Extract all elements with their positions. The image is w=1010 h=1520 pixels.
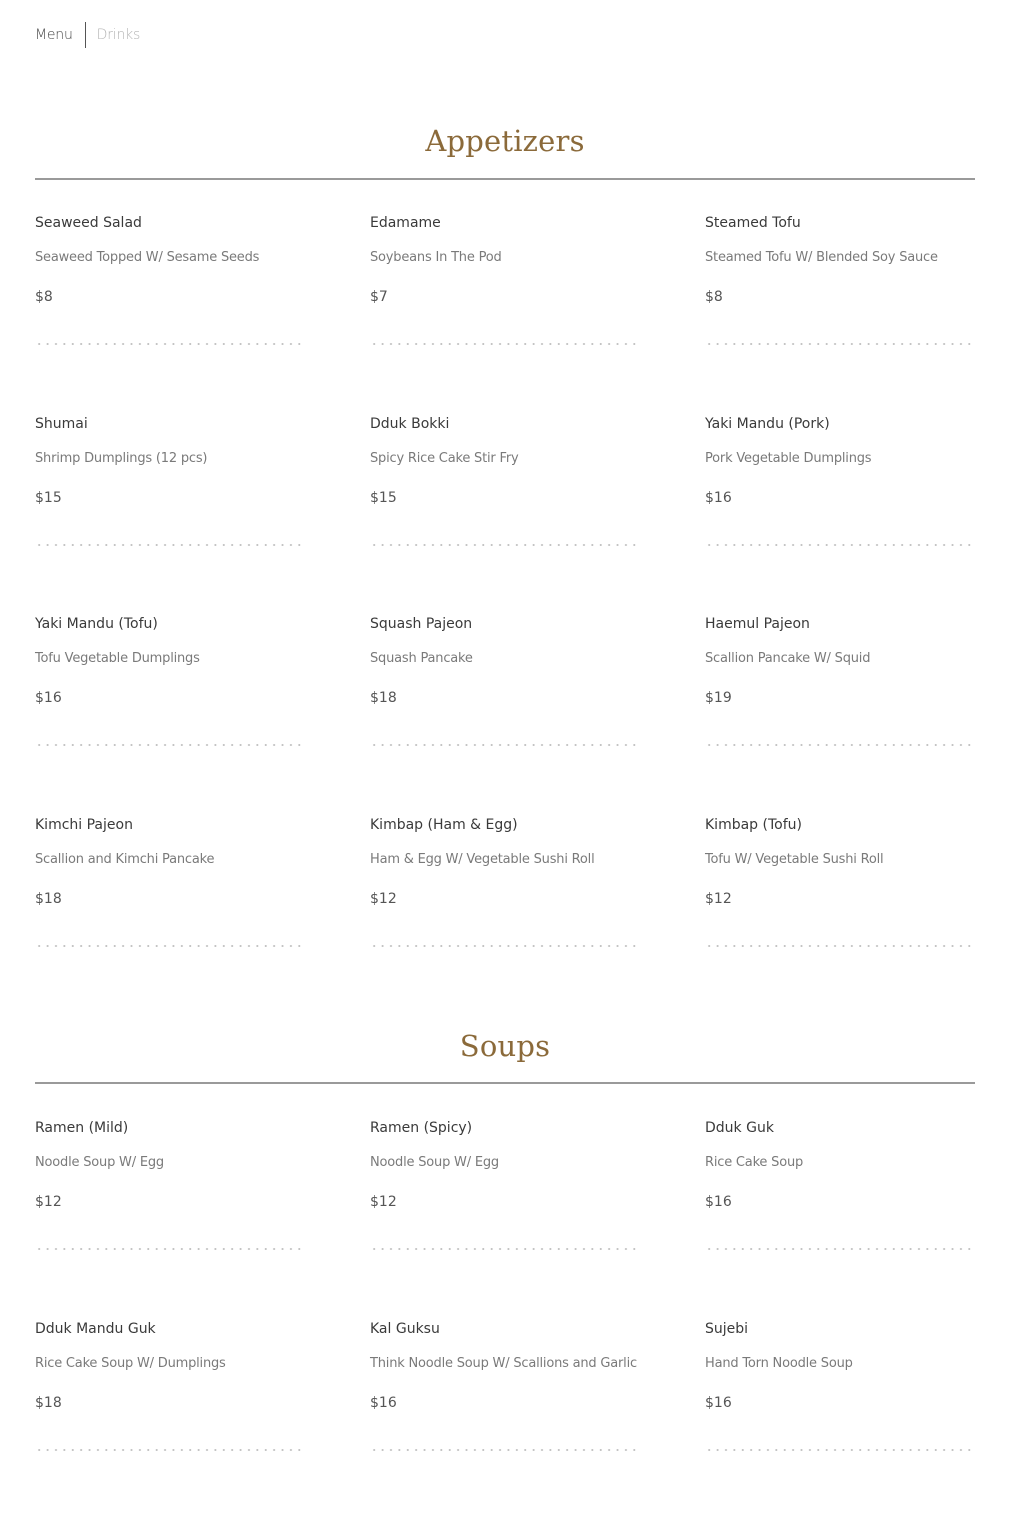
menu-item-price: $8 [705,288,975,306]
dotted-divider [705,343,973,345]
menu-item-price: $16 [705,489,975,507]
menu-item-name: Yaki Mandu (Tofu) [35,615,305,633]
menu-row [35,816,975,1017]
menu-item-name: Kimbap (Tofu) [705,816,975,834]
menu-item-name: Dduk Mandu Guk [35,1320,305,1338]
menu-item-price: $12 [705,890,975,908]
menu-item-price: $15 [370,489,640,507]
menu-item [370,1320,640,1451]
menu-item-price: $18 [370,689,640,707]
dotted-divider [705,1248,973,1250]
dotted-divider [35,1248,303,1250]
menu-item [705,1320,975,1451]
menu-item-price: $8 [35,288,305,306]
menu-item-description: Pork Vegetable Dumplings [705,450,975,468]
menu-item-description: Tofu Vegetable Dumplings [35,650,305,668]
menu-item-description: Ham & Egg W/ Vegetable Sushi Roll [370,851,640,869]
tab-menu[interactable]: Menu [35,27,73,43]
menu-item-name: Sujebi [705,1320,975,1338]
dotted-divider [35,544,303,546]
dotted-divider [370,1248,638,1250]
menu-item-description: Rice Cake Soup [705,1154,975,1172]
menu-item-description: Seaweed Topped W/ Sesame Seeds [35,249,305,267]
section-title-soups: Soups [35,1029,975,1063]
menu-item-description: Think Noodle Soup W/ Scallions and Garlic [370,1355,640,1373]
menu-item-description: Hand Torn Noodle Soup [705,1355,975,1373]
dotted-divider [35,744,303,746]
tab-drinks[interactable]: Drinks [97,27,141,43]
menu-item-name: Steamed Tofu [705,214,975,232]
menu-row [35,615,975,816]
menu-item-name: Kimbap (Ham & Egg) [370,816,640,834]
menu-item-description: Spicy Rice Cake Stir Fry [370,450,640,468]
menu-item-description: Soybeans In The Pod [370,249,640,267]
menu-item-price: $18 [35,1394,305,1412]
section-divider [35,178,975,180]
menu-item-price: $16 [35,689,305,707]
menu-item-name: Haemul Pajeon [705,615,975,633]
menu-item [370,415,640,546]
menu-item [705,816,975,947]
menu-item [370,816,640,947]
menu-item-description: Scallion and Kimchi Pancake [35,851,305,869]
menu-item-price: $19 [705,689,975,707]
menu-row [35,1320,975,1520]
menu-item-description: Tofu W/ Vegetable Sushi Roll [705,851,975,869]
dotted-divider [370,744,638,746]
menu-item-name: Yaki Mandu (Pork) [705,415,975,433]
appetizers-grid [35,214,975,1016]
menu-item-description: Noodle Soup W/ Egg [370,1154,640,1172]
dotted-divider [370,544,638,546]
soups-grid [35,1119,975,1520]
menu-item-description: Noodle Soup W/ Egg [35,1154,305,1172]
menu-item-name: Kimchi Pajeon [35,816,305,834]
menu-item-name: Shumai [35,415,305,433]
menu-item-price: $16 [705,1394,975,1412]
menu-item-description: Squash Pancake [370,650,640,668]
menu-item-price: $16 [370,1394,640,1412]
section-title-appetizers: Appetizers [35,124,975,158]
menu-item [705,615,975,746]
dotted-divider [370,343,638,345]
menu-item [370,615,640,746]
menu-item-name: Ramen (Mild) [35,1119,305,1137]
menu-item-description: Rice Cake Soup W/ Dumplings [35,1355,305,1373]
dotted-divider [370,1449,638,1451]
menu-item-price: $7 [370,288,640,306]
menu-row [35,214,975,415]
menu-item-description: Steamed Tofu W/ Blended Soy Sauce [705,249,975,267]
menu-item-name: Squash Pajeon [370,615,640,633]
menu-item-name: Kal Guksu [370,1320,640,1338]
menu-item [705,214,975,345]
menu-item [705,415,975,546]
menu-item-name: Dduk Bokki [370,415,640,433]
dotted-divider [35,945,303,947]
menu-item-description: Scallion Pancake W/ Squid [705,650,975,668]
menu-item-price: $12 [35,1193,305,1211]
dotted-divider [705,945,973,947]
dotted-divider [35,1449,303,1451]
menu-row [35,415,975,616]
menu-item-description: Shrimp Dumplings (12 pcs) [35,450,305,468]
menu-item [35,214,305,345]
menu-item [370,214,640,345]
dotted-divider [370,945,638,947]
dotted-divider [35,343,303,345]
menu-item [35,415,305,546]
tab-divider [85,22,86,48]
menu-item [370,1119,640,1250]
menu-item [35,1119,305,1250]
menu-item-price: $16 [705,1193,975,1211]
menu-item-price: $12 [370,1193,640,1211]
menu-item [35,1320,305,1451]
menu-item [705,1119,975,1250]
menu-item-name: Ramen (Spicy) [370,1119,640,1137]
dotted-divider [705,1449,973,1451]
menu-item-name: Seaweed Salad [35,214,305,232]
dotted-divider [705,544,973,546]
menu-tabs [35,22,140,48]
menu-row [35,1119,975,1320]
dotted-divider [705,744,973,746]
menu-item [35,816,305,947]
menu-item-price: $15 [35,489,305,507]
menu-item-price: $12 [370,890,640,908]
menu-item-price: $18 [35,890,305,908]
menu-item-name: Dduk Guk [705,1119,975,1137]
menu-item [35,615,305,746]
menu-item-name: Edamame [370,214,640,232]
section-divider [35,1082,975,1084]
